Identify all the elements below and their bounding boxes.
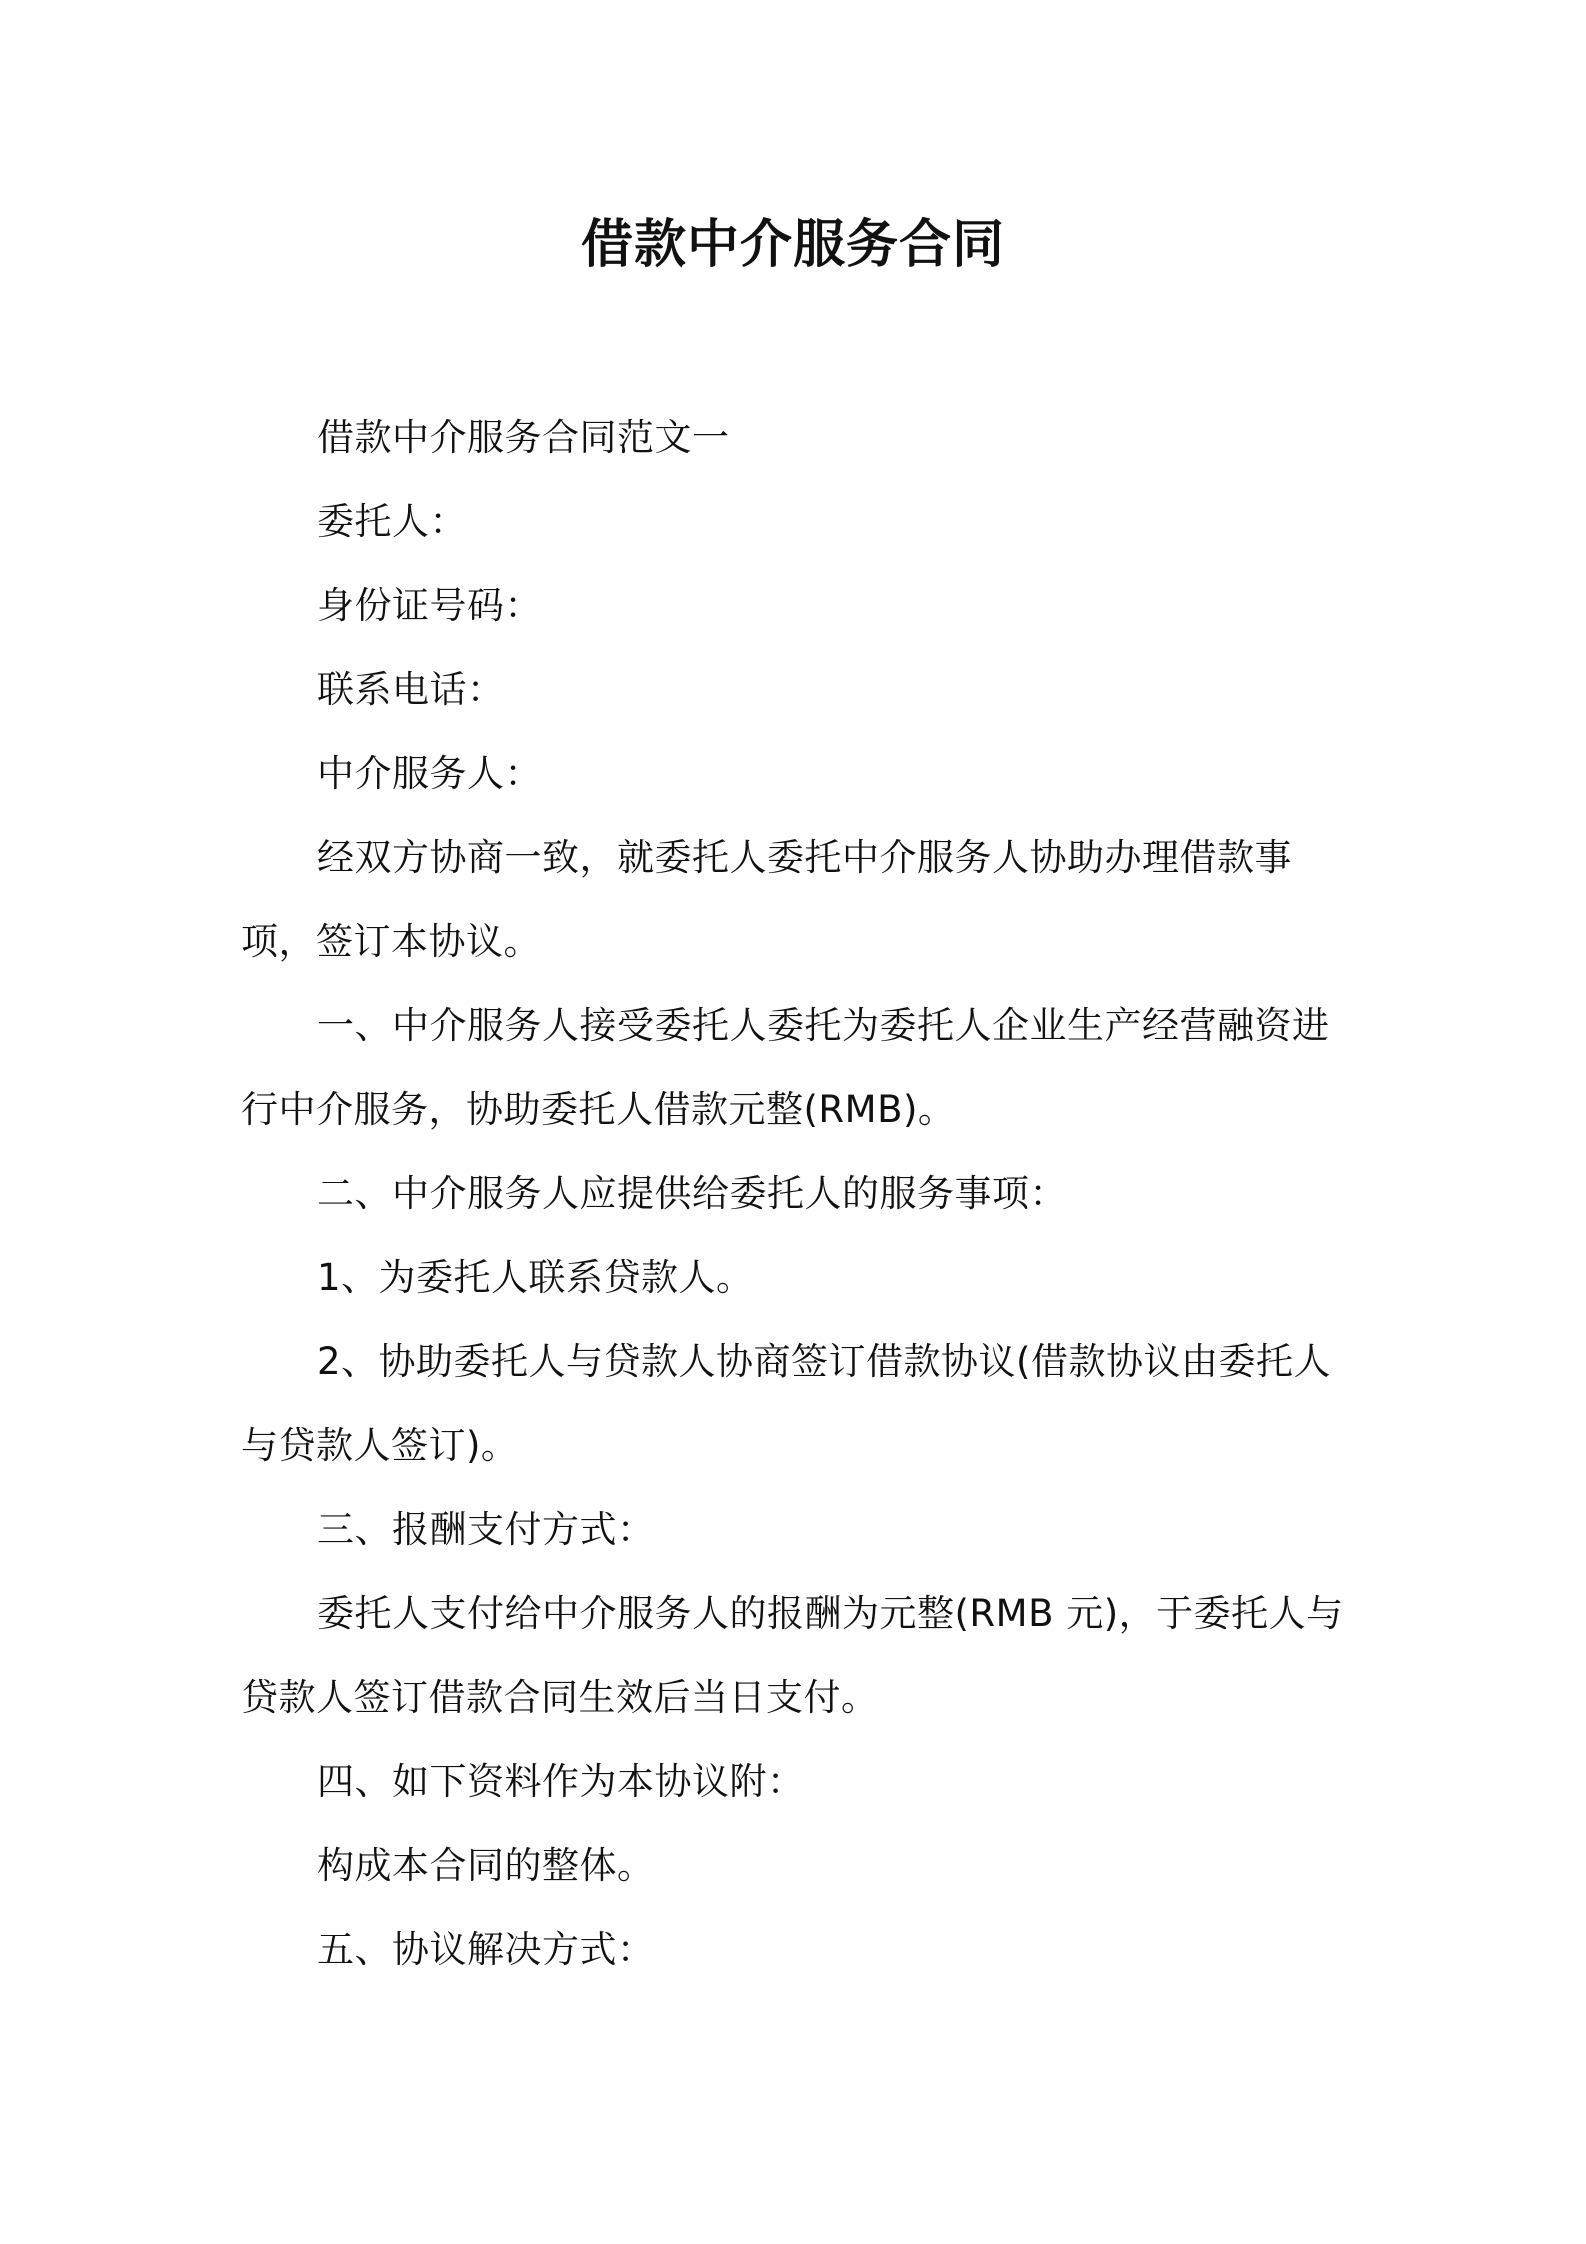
- document-title: 借款中介服务合同: [580, 215, 1005, 275]
- paragraph-phone: 联系电话：: [317, 668, 505, 711]
- document-body: [241, 396, 1354, 1992]
- paragraph-clause-3: 三、报酬支付方式：: [317, 1508, 655, 1551]
- paragraph-item-1: 1、为委托人联系贷款人。: [317, 1256, 754, 1299]
- paragraph-heading: 借款中介服务合同范文一: [317, 416, 730, 459]
- paragraph-agent: 中介服务人：: [317, 752, 542, 795]
- paragraph-payment: 委托人支付给中介服务人的报酬为元整(RMB 元)，于委托人与贷款人签订借款合同生效后当日支付。: [241, 1592, 1344, 1719]
- paragraph-client: 委托人：: [317, 500, 467, 543]
- paragraph-clause-4: 四、如下资料作为本协议附：: [317, 1760, 805, 1803]
- paragraph-agreement: 经双方协商一致，就委托人委托中介服务人协助办理借款事项，签订本协议。: [241, 836, 1292, 963]
- paragraph-clause-1: 一、中介服务人接受委托人委托为委托人企业生产经营融资进行中介服务，协助委托人借款元整(RMB)。: [241, 1004, 1330, 1131]
- paragraph-clause-2: 二、中介服务人应提供给委托人的服务事项：: [317, 1172, 1067, 1215]
- paragraph-integrity: 构成本合同的整体。: [317, 1844, 655, 1887]
- paragraph-item-2: 2、协助委托人与贷款人协商签订借款协议(借款协议由委托人与贷款人签订)。: [241, 1340, 1331, 1467]
- paragraph-clause-5: 五、协议解决方式：: [317, 1928, 655, 1971]
- paragraph-id-number: 身份证号码：: [317, 584, 542, 627]
